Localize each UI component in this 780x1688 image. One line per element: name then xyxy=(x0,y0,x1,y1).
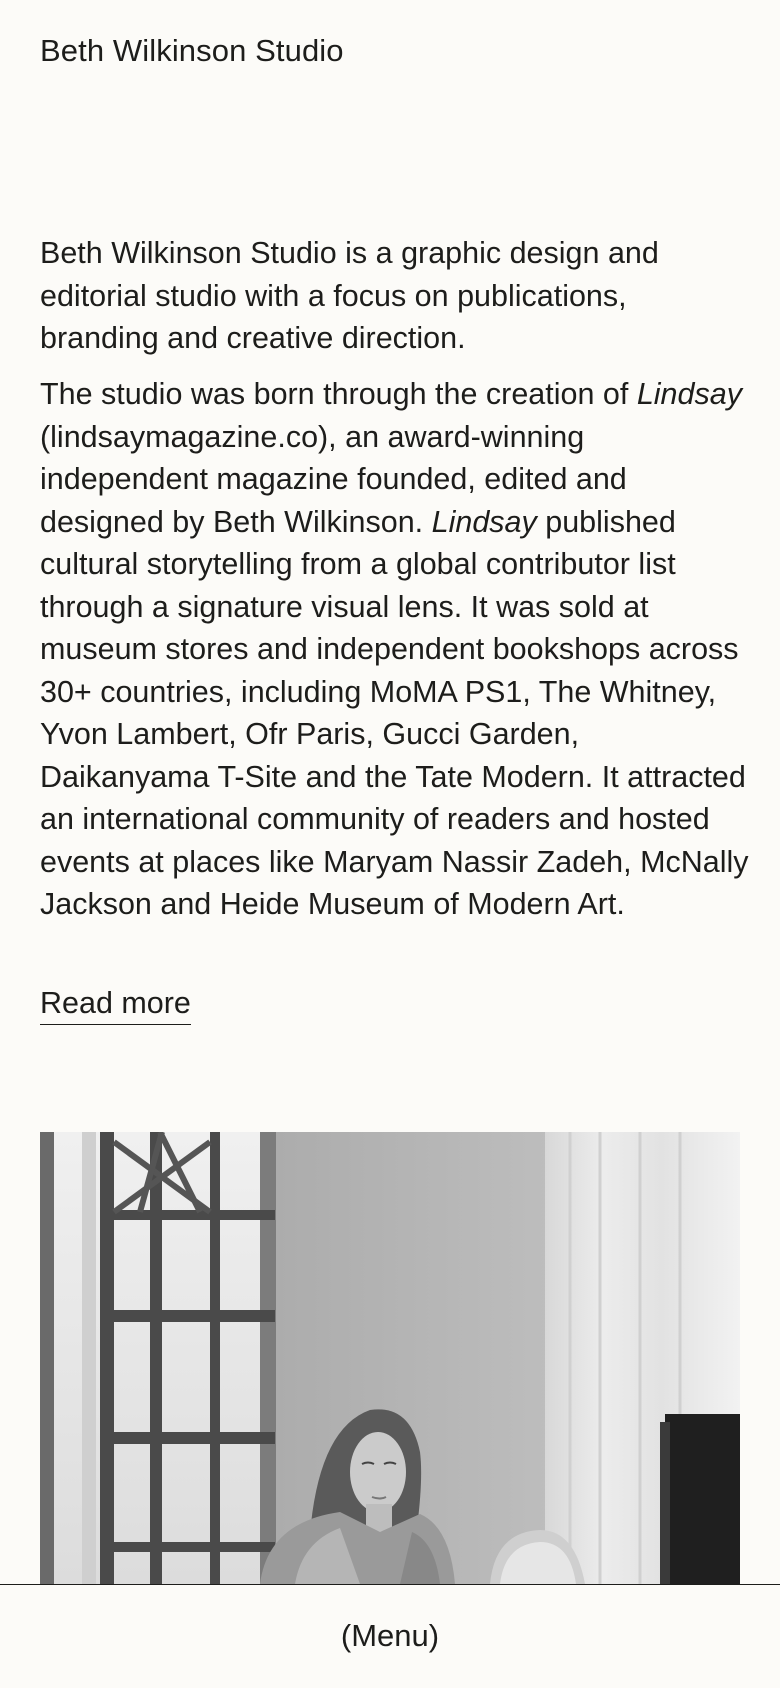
story-text-3: published cultural storytelling from a global contributor list through a signature visual lens. It was sold at museum stores and independent bookshops across 30+ countries, including MoMA PS1, The Whitney, Yvon Lambert, Ofr Paris, Gucci Garden, Daikanyama T-Site and the Tate Modern. It attracted an international community of readers and hosted events at places like Maryam Nassir Zadeh, McNally Jackson and Heide Museum of Modern Art. xyxy=(40,504,749,921)
menu-button[interactable]: (Menu) xyxy=(0,1615,780,1657)
read-more-link[interactable]: Read more xyxy=(40,982,191,1025)
intro-paragraph: Beth Wilkinson Studio is a graphic design and editorial studio with a focus on publications, branding and creative direction. xyxy=(40,236,659,355)
magazine-name: Lindsay xyxy=(636,377,742,411)
brand-title[interactable]: Beth Wilkinson Studio xyxy=(40,33,344,68)
bottom-menu-bar xyxy=(0,1584,780,1688)
studio-story-paragraph xyxy=(40,373,752,926)
magazine-name-2: Lindsay xyxy=(431,504,537,539)
studio-photo-illustration xyxy=(40,1132,740,1584)
story-text-2: (lindsaymagazine.co), an award-winning independent magazine founded, edited and designed by Beth Wilkinson. xyxy=(40,419,627,539)
studio-photo xyxy=(40,1132,740,1584)
story-text-1: The studio was born through the creation of xyxy=(40,377,637,411)
